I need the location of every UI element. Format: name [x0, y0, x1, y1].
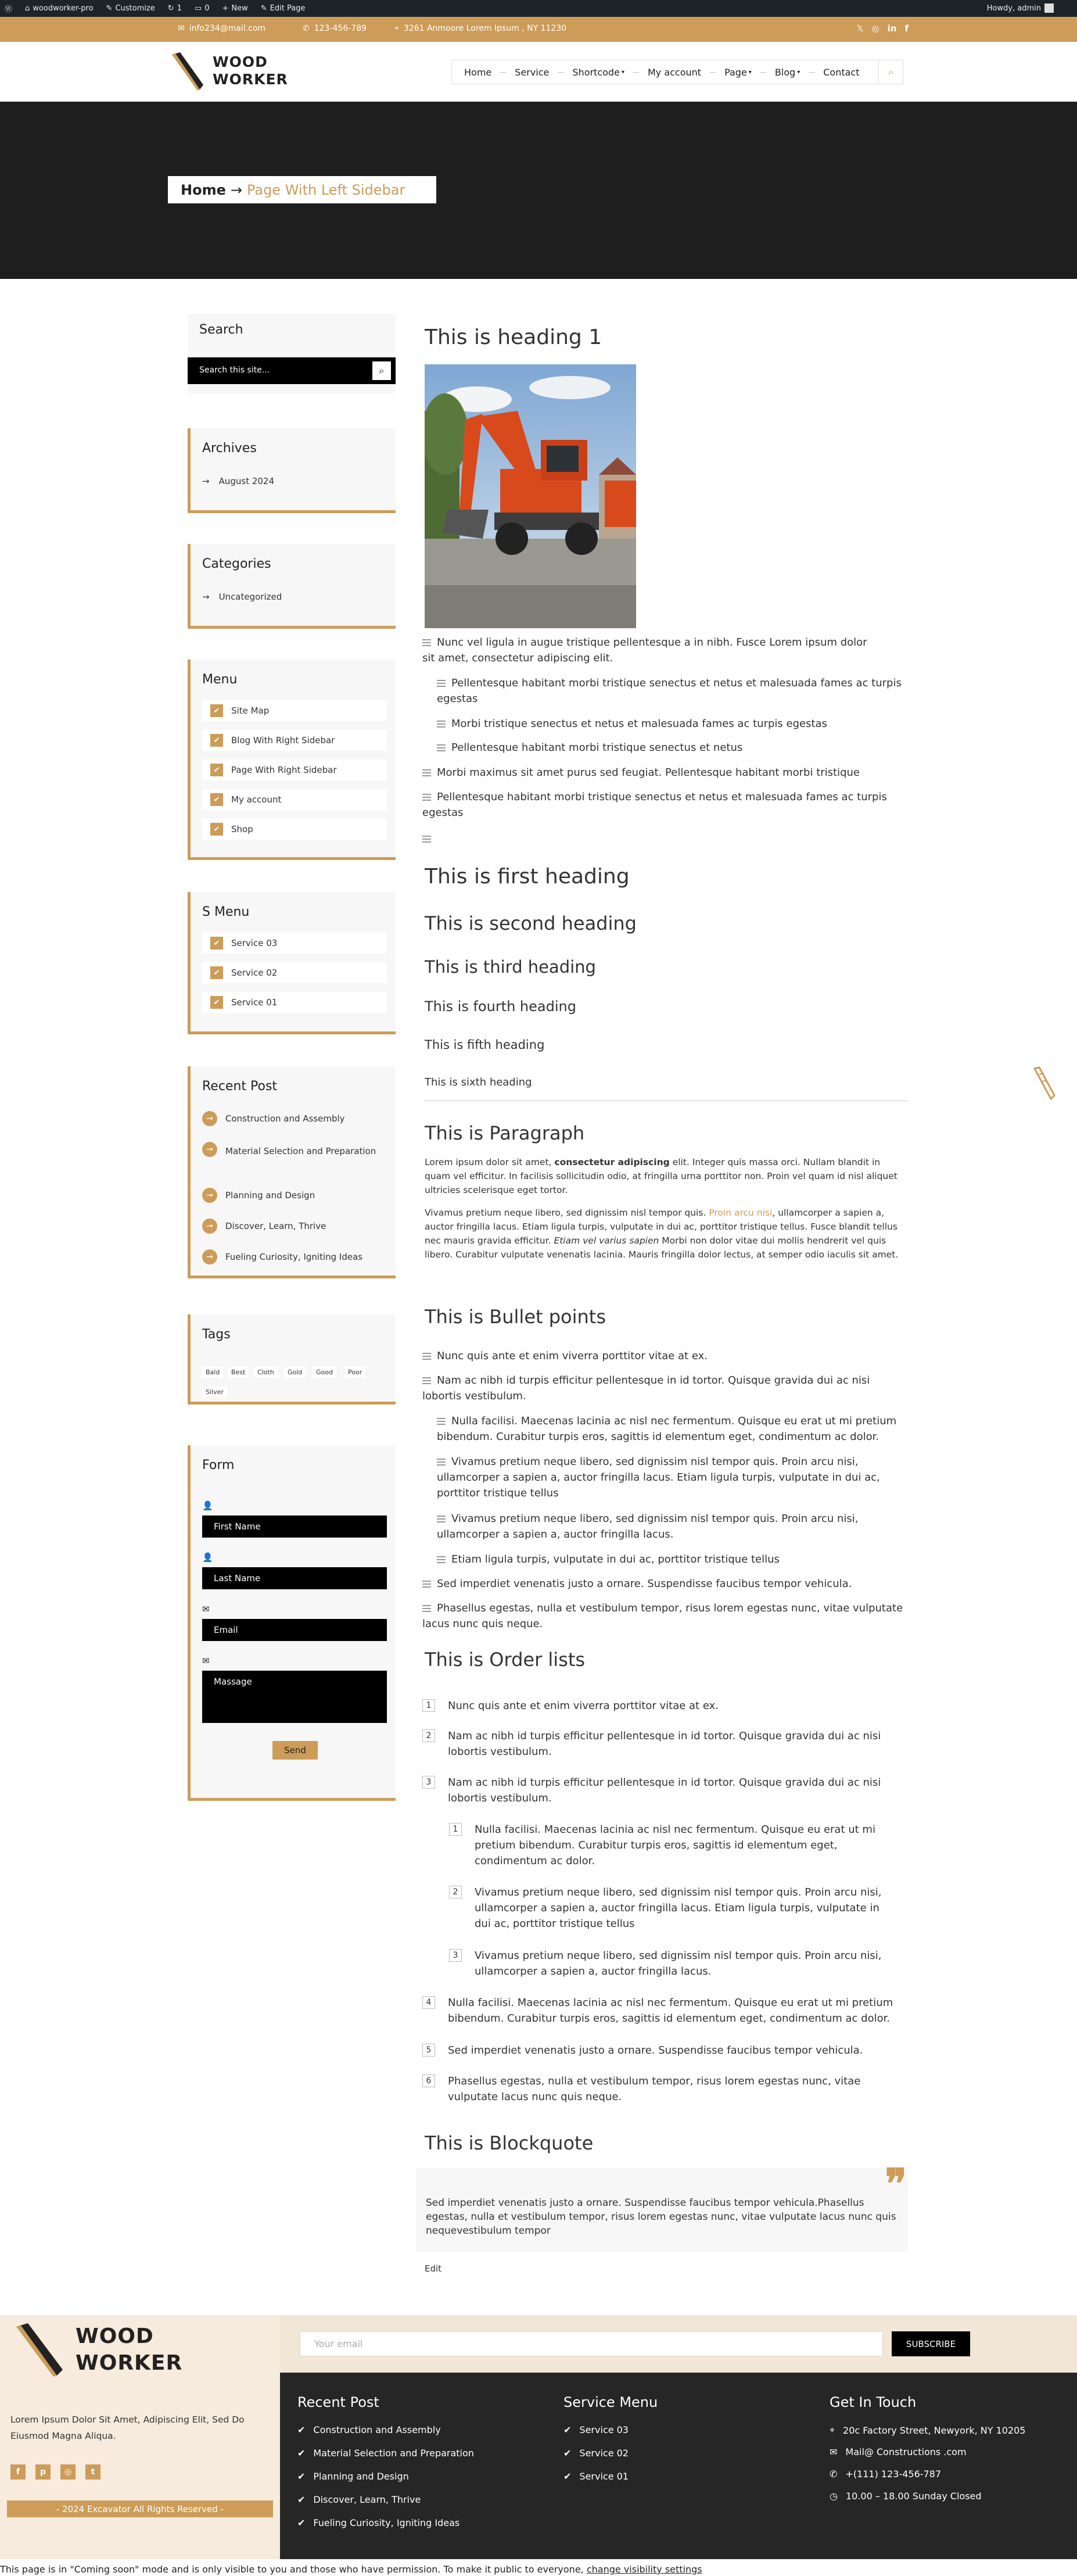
- footer-recent-post-link[interactable]: ✔ Discover, Learn, Thrive: [297, 2494, 421, 2505]
- map-pin-icon: ⌖: [394, 24, 399, 33]
- instagram-icon[interactable]: ◎: [60, 2464, 76, 2480]
- search-icon: ⌕: [379, 365, 385, 376]
- logo-line-1: WOOD: [213, 53, 268, 70]
- footer-recent-post-title: Recent Post: [297, 2394, 379, 2410]
- logo-line-2: WORKER: [213, 71, 288, 88]
- menu-item-shop[interactable]: ✔ Shop: [202, 819, 387, 840]
- quote-icon: ❞: [885, 2159, 907, 2208]
- chevron-down-icon: ✔: [210, 704, 223, 717]
- admin-site-link[interactable]: ⌂ woodworker-pro: [25, 4, 94, 13]
- widget-title: Menu: [202, 672, 238, 687]
- check-icon: ✔: [563, 2424, 572, 2435]
- search-widget: [188, 314, 396, 393]
- s-menu-item-service-01[interactable]: ✔ Service 01: [202, 992, 387, 1013]
- message-field[interactable]: Massage: [202, 1671, 387, 1723]
- ordered-list-item: 1 Nulla facilisi. Maecenas lacinia ac nisl nec fermentum. Quisque eu erat ut mi pretium bibendum. Curabitur turpis eros, sagittis id elementum eget, condimentum ac dolor.: [449, 1822, 887, 1869]
- site-logo[interactable]: [167, 51, 289, 92]
- widget-title: Search: [199, 323, 243, 337]
- top-phone[interactable]: ✆ 123-456-789: [303, 24, 367, 33]
- chevron-down-icon: ✔: [210, 937, 223, 950]
- archive-link[interactable]: → August 2024: [202, 476, 275, 486]
- chevron-down-icon: ✔: [210, 764, 223, 776]
- tag-link[interactable]: Bald: [202, 1367, 223, 1378]
- pencil-icon: ✎: [260, 4, 267, 13]
- arrow-right-icon: →: [202, 1188, 217, 1203]
- list-item: Nunc vel ligula in augue tristique pellentesque a in nibh. Fusce Lorem ipsum dolor sit amet, consectetur adipiscing elit.: [422, 636, 867, 664]
- nav-page[interactable]: Page ▾: [724, 66, 752, 78]
- footer-logo[interactable]: WOOD WORKER: [10, 2322, 185, 2380]
- nav-my-account[interactable]: My account: [647, 66, 702, 78]
- check-icon: ✔: [563, 2448, 572, 2459]
- menu-item-page-right-sidebar[interactable]: ✔ Page With Right Sidebar: [202, 759, 387, 780]
- user-icon: 👤: [202, 1500, 213, 1511]
- heading-second: This is second heading: [425, 912, 637, 934]
- instagram-icon[interactable]: ◎: [871, 23, 879, 34]
- phone-icon: ✆: [303, 24, 310, 33]
- plus-icon: +: [222, 4, 229, 13]
- tag-link[interactable]: Best: [228, 1367, 249, 1378]
- footer-get-in-touch-title: Get In Touch: [830, 2394, 917, 2410]
- nav-service[interactable]: Service: [515, 66, 550, 78]
- widget-title: Form: [202, 1458, 235, 1472]
- breadcrumb-home[interactable]: Home: [181, 181, 226, 198]
- check-icon: ✔: [297, 2448, 306, 2459]
- list-item: Nunc quis ante et enim viverra porttitor vitae at ex.: [422, 1348, 899, 1364]
- nav-shortcode[interactable]: Shortcode ▾: [572, 66, 624, 78]
- heading-1: This is heading 1: [425, 325, 602, 349]
- copyright: - 2024 Excavator All Rights Reserved -: [7, 2500, 273, 2517]
- nav-separator: —: [557, 68, 565, 76]
- recent-post-link[interactable]: → Discover, Learn, Thrive: [202, 1219, 388, 1234]
- heading-fifth: This is fifth heading: [425, 1038, 545, 1052]
- top-address: ⌖ 3261 Anmoore Lorem Ipsum , NY 11230: [394, 24, 567, 33]
- saw-icon: [167, 51, 209, 92]
- admin-bar: [0, 0, 1077, 17]
- envelope-icon: ✉: [178, 24, 185, 33]
- list-bullet-icon: [422, 639, 431, 646]
- list-bullet-icon: [437, 744, 446, 751]
- arrow-right-icon: →: [230, 181, 242, 198]
- breadcrumb: [168, 176, 436, 203]
- paragraph-2: Vivamus pretium neque libero, sed dignissim nisl tempor quis. Proin arcu nisi, ullamcorper a sapien a, auctor fringilla lacus. Etiam ligula turpis, vulputate in dui ac, porttitor tristique tellus. Fusce blandit tellus nec mauris gravida efficitur. Etiam vel varius sapien Morbi non dolor vitae dui mollis hendrerit vel quis libero. Curabitur vulputate venenatis lacinia. Mauris fringilla dolor lectus, at semper odio iaculis sit amet.: [425, 1208, 899, 1260]
- check-icon: ✔: [297, 2471, 306, 2482]
- list-bullet-icon: [437, 1556, 446, 1563]
- heading-fourth: This is fourth heading: [425, 998, 576, 1015]
- footer-address: ⌖ 20c Factory Street, Newyork, NY 10205: [830, 2424, 1026, 2436]
- menu-item-my-account[interactable]: ✔ My account: [202, 789, 387, 810]
- chevron-down-icon: ✔: [210, 734, 223, 747]
- widget-title: Categories: [202, 557, 271, 571]
- list-bullet-icon: [422, 1581, 431, 1588]
- bullet-points-heading: This is Bullet points: [425, 1306, 606, 1328]
- list-item: Pellentesque habitant morbi tristique senectus et netus et malesuada fames ac turpis egestas: [422, 791, 887, 819]
- edit-link[interactable]: Edit: [425, 2263, 442, 2274]
- list-bullet-icon: [437, 1459, 446, 1466]
- ordered-list-item: 2 Nam ac nibh id turpis efficitur pellentesque in id tortor. Quisque gravida dui ac nisi lobortis vestibulum.: [422, 1728, 887, 1760]
- list-item: Vivamus pretium neque libero, sed dignissim nisl tempor quis. Proin arcu nisi, ullamcorper a sapien a, auctor fringilla lacus. Etiam ligula turpis, vulputate in dui ac, porttitor tristique tellus: [437, 1456, 880, 1499]
- ordered-list-item: 3 Vivamus pretium neque libero, sed dignissim nisl tempor quis. Proin arcu nisi, ullamcorper a sapien a, auctor fringilla lacus.: [449, 1948, 887, 1979]
- list-item: Sed imperdiet venenatis justo a ornare. Suspendisse faucibus tempor vehicula.: [422, 1576, 899, 1592]
- arrow-right-icon: →: [202, 1142, 217, 1157]
- list-bullet-icon: [437, 680, 446, 687]
- list-bullet-icon: [437, 1515, 446, 1522]
- tag-link[interactable]: Gold: [284, 1367, 306, 1378]
- recent-post-link[interactable]: → Construction and Assembly: [202, 1111, 388, 1126]
- widget-title: S Menu: [202, 905, 250, 919]
- list-bullet-icon: [437, 721, 446, 728]
- admin-customize-link[interactable]: ✎ Customize: [106, 4, 155, 13]
- saw-icon: [10, 2322, 69, 2378]
- s-menu-item-service-02[interactable]: ✔ Service 02: [202, 962, 387, 983]
- check-icon: ✔: [297, 2494, 306, 2505]
- s-menu-widget: [188, 892, 396, 1034]
- footer-phone[interactable]: ✆ +(111) 123-456-787: [830, 2468, 942, 2480]
- search-submit-button[interactable]: [372, 361, 391, 380]
- recent-post-link[interactable]: → Material Selection and Preparation: [202, 1142, 388, 1158]
- first-name-field[interactable]: First Name: [202, 1515, 387, 1538]
- nav-contact[interactable]: Contact: [823, 66, 860, 78]
- ordered-list-item: 4 Nulla facilisi. Maecenas lacinia ac nisl nec fermentum. Quisque eu erat ut mi pretium bibendum. Curabitur turpis eros, sagittis id elementum eget, condimentum ac dolor.: [422, 1995, 899, 2026]
- excavator-photo: [425, 364, 636, 628]
- category-link[interactable]: → Uncategorized: [202, 592, 282, 602]
- archives-widget: [188, 428, 396, 513]
- arrow-right-icon: →: [202, 592, 210, 602]
- chevron-down-icon: ▾: [621, 69, 624, 76]
- comment-icon: ▭: [194, 4, 202, 13]
- breadcrumb-current: Page With Left Sidebar: [246, 181, 405, 198]
- saw-icon: [1031, 1066, 1058, 1101]
- footer-service-link[interactable]: ✔ Service 03: [563, 2424, 629, 2435]
- page-hero: [0, 102, 1077, 279]
- check-icon: ✔: [563, 2471, 572, 2482]
- arrow-right-icon: →: [202, 1219, 217, 1234]
- header-search-button[interactable]: [878, 60, 903, 84]
- footer-email[interactable]: ✉ Mail@ Constructions .com: [830, 2446, 967, 2457]
- nav-separator: —: [500, 68, 507, 76]
- list-item: Vivamus pretium neque libero, sed dignissim nisl tempor quis. Proin arcu nisi, ullamcorper a sapien a, auctor fringilla lacus.: [437, 1513, 859, 1540]
- ordered-list-item: 2 Vivamus pretium neque libero, sed dignissim nisl tempor quis. Proin arcu nisi, ullamcorper a sapien a, auctor fringilla lacus. Etiam ligula turpis, vulputate in dui ac, porttitor tristique tellus: [449, 1884, 899, 1932]
- footer-hours: ◷ 10.00 – 18.00 Sunday Closed: [830, 2491, 982, 2502]
- menu-item-blog-right-sidebar[interactable]: ✔ Blog With Right Sidebar: [202, 730, 387, 751]
- phone-icon: ✆: [830, 2468, 838, 2480]
- paragraph-1: Lorem ipsum dolor sit amet, consectetur adipiscing elit. Integer quis massa orci. Nullam blandit in quam vel efficitur. In facilisis sollicitudin odio, at fringilla urna porttitor non. Proin vel quam id nisl aliquet ultricies scelerisque eget tortor.: [425, 1157, 898, 1195]
- tag-link[interactable]: Poor: [344, 1367, 365, 1378]
- categories-widget: [188, 544, 396, 629]
- ordered-list-item: 1 Nunc quis ante et enim viverra porttitor vitae at ex.: [422, 1698, 887, 1714]
- list-bullet-icon: [422, 1605, 431, 1612]
- coming-soon-notice: This page is in "Coming soon" mode and is only visible to you and those who have permission. To make it public to everyone, change visibility settings: [0, 2559, 1077, 2576]
- pinterest-icon[interactable]: p: [35, 2464, 51, 2480]
- list-bullet-icon: [422, 769, 431, 776]
- footer-service-link[interactable]: ✔ Service 01: [563, 2471, 629, 2482]
- list-item-empty: [422, 831, 437, 847]
- list-bullet-icon: [422, 1377, 431, 1384]
- check-icon: ✔: [297, 2517, 306, 2528]
- chevron-down-icon: ✔: [210, 996, 223, 1009]
- widget-title: Tags: [202, 1327, 231, 1342]
- home-icon: ⌂: [25, 4, 30, 13]
- footer-recent-post-link[interactable]: ✔ Planning and Design: [297, 2471, 409, 2482]
- heading-first: This is first heading: [425, 865, 630, 888]
- tags-widget: [188, 1314, 396, 1405]
- footer-service-menu-title: Service Menu: [563, 2394, 658, 2410]
- list-item: Pellentesque habitant morbi tristique senectus et netus: [437, 740, 896, 755]
- list-item: Morbi tristique senectus et netus et malesuada fames ac turpis egestas: [437, 716, 896, 732]
- chevron-down-icon: ✔: [210, 823, 223, 836]
- chevron-down-icon: ✔: [210, 966, 223, 979]
- widget-title: Recent Post: [202, 1079, 278, 1094]
- list-item: Nam ac nibh id turpis efficitur pellentesque in id tortor. Quisque gravida dui ac nisi lobortis vestibulum.: [422, 1374, 870, 1402]
- footer-recent-post-link[interactable]: ✔ Material Selection and Preparation: [297, 2448, 474, 2459]
- admin-account[interactable]: Howdy, admin: [987, 3, 1054, 13]
- user-icon: 👤: [202, 1552, 213, 1563]
- tag-link[interactable]: Silver: [202, 1386, 227, 1398]
- x-icon[interactable]: 𝕏: [856, 23, 864, 34]
- list-item: Phasellus egestas, nulla et vestibulum tempor, risus lorem egestas nunc, vitae vulputate lacus nunc quis neque.: [422, 1602, 903, 1630]
- ordered-list-item: 3 Nam ac nibh id turpis efficitur pellentesque in id tortor. Quisque gravida dui ac nisi lobortis vestibulum.: [422, 1775, 887, 1806]
- menu-widget: [188, 660, 396, 860]
- list-item: Nulla facilisi. Maecenas lacinia ac nisl nec fermentum. Quisque eu erat ut mi pretium bibendum. Curabitur turpis eros, sagittis id elementum eget, condimentum ac dolor.: [437, 1415, 897, 1443]
- heading-sixth: This is sixth heading: [425, 1076, 532, 1088]
- main-navigation: [451, 60, 903, 84]
- email-field[interactable]: Email: [202, 1619, 387, 1641]
- arrow-right-icon: →: [202, 1111, 217, 1126]
- subscribe-button[interactable]: SUBSCRIBE: [892, 2331, 970, 2356]
- nav-separator: —: [759, 68, 767, 76]
- blockquote: ❞ Sed imperdiet venenatis justo a ornare. Suspendisse faucibus tempor vehicula.Phasellus egestas, nulla et vestibulum tempor, risus lorem egestas nunc, vitae vulputate lacus nunc quis nequevestibulum tempor: [416, 2167, 908, 2252]
- twitter-icon[interactable]: t: [85, 2464, 100, 2480]
- map-pin-icon: ⌖: [830, 2424, 835, 2435]
- list-item: Etiam ligula turpis, vulputate in dui ac, porttitor tristique tellus: [437, 1552, 902, 1567]
- nav-separator: —: [808, 68, 816, 76]
- ordered-list-item: 5 Sed imperdiet venenatis justo a ornare. Suspendisse faucibus tempor vehicula.: [422, 2043, 887, 2058]
- heading-third: This is third heading: [425, 957, 596, 977]
- search-input[interactable]: Search this site... ⌕: [188, 357, 396, 384]
- arrow-right-icon: →: [202, 1249, 217, 1264]
- admin-comments-link[interactable]: ▭ 0: [194, 4, 210, 13]
- ordered-list-item: 6 Phasellus egestas, nulla et vestibulum tempor, risus lorem egestas nunc, vitae vulputate lacus nunc quis neque.: [422, 2073, 887, 2105]
- linkedin-icon[interactable]: in: [887, 23, 897, 34]
- envelope-icon: ✉: [202, 1656, 210, 1666]
- footer-about: Lorem Ipsum Dolor Sit Amet, Adipiscing Elit, Sed Do Eiusmod Magna Aliqua.: [10, 2414, 245, 2441]
- paragraph-heading: This is Paragraph: [425, 1122, 585, 1144]
- chevron-down-icon: ▾: [797, 69, 800, 76]
- tag-link[interactable]: Good: [313, 1367, 336, 1378]
- wordpress-logo-icon[interactable]: Ⓦ: [5, 5, 13, 14]
- nav-blog[interactable]: Blog ▾: [774, 66, 800, 78]
- recent-post-link[interactable]: → Fueling Curiosity, Igniting Ideas: [202, 1249, 388, 1264]
- list-bullet-icon: [422, 836, 431, 843]
- facebook-icon[interactable]: f: [10, 2464, 26, 2480]
- top-contact-bar: [0, 17, 1077, 42]
- top-email[interactable]: ✉ info234@mail.com: [178, 24, 266, 33]
- nav-separator: —: [709, 68, 717, 76]
- brush-icon: ✎: [106, 4, 113, 13]
- chevron-down-icon: ▾: [748, 69, 752, 76]
- blockquote-heading: This is Blockquote: [425, 2132, 594, 2154]
- envelope-icon: ✉: [830, 2446, 838, 2457]
- facebook-icon[interactable]: f: [904, 23, 909, 34]
- footer-recent-post-link[interactable]: ✔ Construction and Assembly: [297, 2424, 441, 2435]
- nav-home[interactable]: Home: [464, 66, 492, 78]
- envelope-icon: ✉: [202, 1604, 210, 1614]
- list-item: Morbi maximus sit amet purus sed feugiat. Pellentesque habitant morbi tristique: [422, 765, 881, 780]
- list-bullet-icon: [422, 1353, 431, 1360]
- list-item: Pellentesque habitant morbi tristique senectus et netus et malesuada fames ac turpis egestas: [437, 677, 902, 705]
- admin-edit-page-link[interactable]: ✎ Edit Page: [260, 4, 306, 13]
- nav-separator: —: [632, 68, 640, 76]
- tag-link[interactable]: Cloth: [254, 1367, 278, 1378]
- order-lists-heading: This is Order lists: [425, 1649, 586, 1671]
- menu-item-site-map[interactable]: ✔ Site Map: [202, 700, 387, 721]
- list-bullet-icon: [437, 1418, 446, 1425]
- avatar: [1044, 3, 1054, 13]
- widget-title: Archives: [202, 441, 257, 456]
- chevron-down-icon: ✔: [210, 793, 223, 806]
- inline-link[interactable]: Proin arcu nisi: [709, 1208, 773, 1218]
- refresh-icon: ↻: [167, 4, 174, 13]
- arrow-right-icon: →: [202, 476, 210, 486]
- admin-new-link[interactable]: + New: [222, 4, 248, 13]
- last-name-field[interactable]: Last Name: [202, 1567, 387, 1589]
- admin-updates-link[interactable]: ↻ 1: [167, 4, 182, 13]
- search-icon: ⌕: [888, 66, 893, 77]
- newsletter-email-input[interactable]: Your email: [300, 2331, 883, 2356]
- check-icon: ✔: [297, 2424, 306, 2435]
- clock-icon: ◷: [830, 2491, 838, 2502]
- footer-recent-post-link[interactable]: ✔ Fueling Curiosity, Igniting Ideas: [297, 2517, 460, 2528]
- list-bullet-icon: [422, 794, 431, 801]
- footer-columns: [280, 2373, 1077, 2559]
- recent-post-widget: [188, 1066, 396, 1278]
- footer-social-links: [10, 2464, 100, 2480]
- top-social-links: [856, 23, 909, 34]
- s-menu-item-service-03[interactable]: ✔ Service 03: [202, 933, 387, 954]
- contact-form-widget: [188, 1445, 396, 1801]
- change-visibility-link[interactable]: change visibility settings: [586, 2564, 702, 2575]
- recent-post-link[interactable]: → Planning and Design: [202, 1188, 388, 1203]
- send-button[interactable]: Send: [272, 1741, 318, 1760]
- footer-service-link[interactable]: ✔ Service 02: [563, 2448, 629, 2459]
